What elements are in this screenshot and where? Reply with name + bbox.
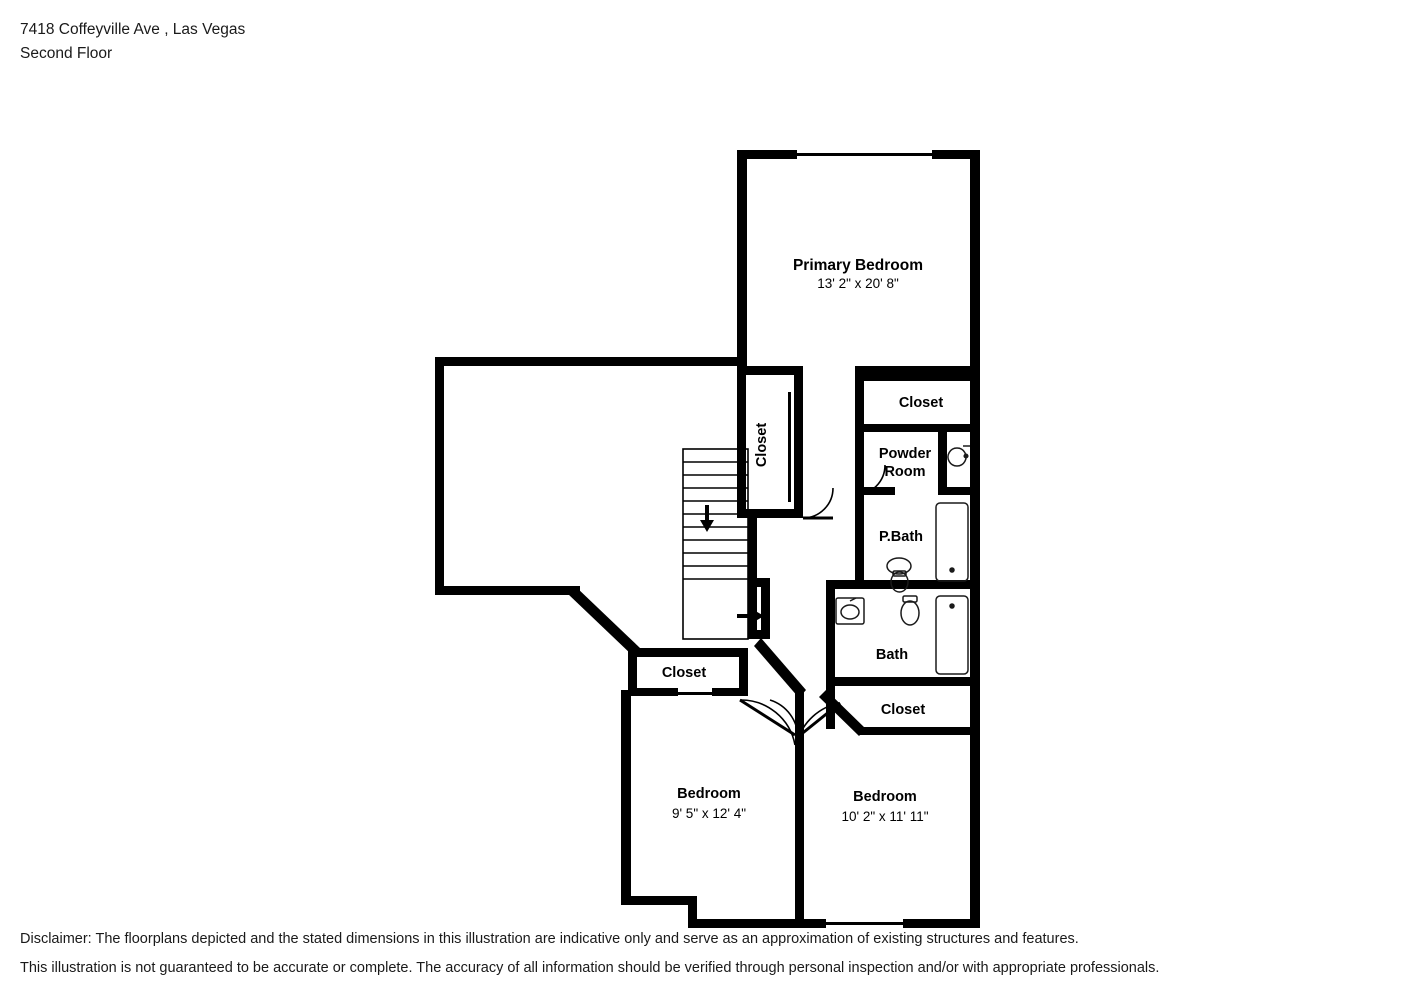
label-closet-lower-left: Closet bbox=[661, 665, 707, 681]
wall-bedl-left bbox=[621, 690, 631, 905]
label-primary-bedroom: Primary Bedroom bbox=[792, 257, 924, 274]
wall-stair-nub-right bbox=[761, 578, 770, 638]
dim-primary-bedroom: 13' 2" x 20' 8" bbox=[817, 276, 899, 291]
wall-bedr-right bbox=[970, 735, 980, 928]
closet-ll-shelf bbox=[645, 692, 727, 695]
wall-powder-bottom-right bbox=[938, 487, 980, 495]
wall-primary-top-left bbox=[737, 150, 797, 159]
bath-sink-icon bbox=[841, 605, 859, 619]
bath-toilet-bowl-icon bbox=[901, 601, 919, 625]
powder-drain-icon bbox=[964, 454, 968, 458]
door-leaf-bedl bbox=[740, 700, 795, 735]
wall-hall-bottom-left bbox=[435, 586, 580, 595]
wall-bath-right bbox=[970, 589, 980, 685]
disclaimer-line-2: This illustration is not guaranteed to be accurate or complete. The accuracy of all information should be verified through personal inspection and/or with appropriate professionals. bbox=[20, 960, 1160, 976]
wall-pbath-right bbox=[970, 495, 980, 590]
label-bedroom-left: Bedroom bbox=[677, 786, 741, 802]
label-closet-lower-right: Closet bbox=[880, 702, 926, 718]
wall-powder-mid bbox=[938, 432, 947, 494]
dim-bedroom-left: 9' 5" x 12' 4" bbox=[671, 806, 747, 821]
label-bedroom-right: Bedroom bbox=[853, 789, 917, 805]
wall-bedl-bottom-left bbox=[621, 896, 696, 905]
down-arrow-icon bbox=[700, 505, 714, 532]
closet-hall-shelf bbox=[788, 392, 791, 502]
floor-label: Second Floor bbox=[20, 45, 113, 62]
label-p-bath: P.Bath bbox=[878, 529, 924, 545]
closet-lr-shelf bbox=[878, 730, 950, 733]
wall-closet-hall-right bbox=[794, 366, 803, 518]
wall-bath-left bbox=[826, 580, 835, 685]
disclaimer-line-1: Disclaimer: The floorplans depicted and the stated dimensions in this illustration are indicative only and serve as an approximation of existing structures and features. bbox=[20, 931, 1079, 947]
powder-sink-icon bbox=[948, 448, 966, 466]
wall-pbath-left bbox=[855, 495, 864, 585]
wall-stair-diagonal-right bbox=[754, 638, 806, 698]
wall-closet-ur-bottom bbox=[855, 424, 973, 432]
label-bath: Bath bbox=[875, 647, 909, 663]
wall-bath-bottom bbox=[826, 677, 980, 686]
wall-stair-nub-bottom bbox=[748, 630, 770, 639]
pbath-tub-drain-icon bbox=[950, 568, 954, 572]
dim-bedroom-right: 10' 2" x 11' 11" bbox=[841, 809, 929, 824]
closet-ur-shelf bbox=[878, 377, 960, 380]
bath-tub-drain-icon bbox=[950, 604, 954, 608]
label-powder-room-2: Room bbox=[884, 464, 926, 480]
wall-closet-hall-left bbox=[737, 366, 746, 518]
label-closet-upper-right: Closet bbox=[898, 395, 944, 411]
wall-primary-left bbox=[737, 150, 747, 372]
wall-hall-left bbox=[435, 357, 444, 595]
label-closet-hall: Closet bbox=[754, 422, 770, 468]
property-address: 7418 Coffeyville Ave , Las Vegas bbox=[20, 21, 246, 38]
door-swing-center bbox=[770, 700, 798, 738]
bath-vanity-icon bbox=[836, 598, 864, 624]
disclaimer bbox=[20, 925, 1159, 983]
wall-closet-ll-top bbox=[628, 648, 748, 657]
wall-closet-hall-top bbox=[737, 366, 803, 375]
label-powder-room: Powder bbox=[878, 446, 932, 462]
window-primary-top bbox=[797, 153, 932, 156]
wall-right-upper bbox=[970, 375, 980, 495]
door-swing-hall bbox=[803, 488, 833, 518]
wall-bath-top-left bbox=[826, 580, 866, 589]
wall-hall-top bbox=[435, 357, 745, 366]
wall-powder-left bbox=[855, 432, 864, 494]
wall-hall-diagonal bbox=[568, 586, 640, 656]
wall-primary-right bbox=[970, 150, 980, 375]
